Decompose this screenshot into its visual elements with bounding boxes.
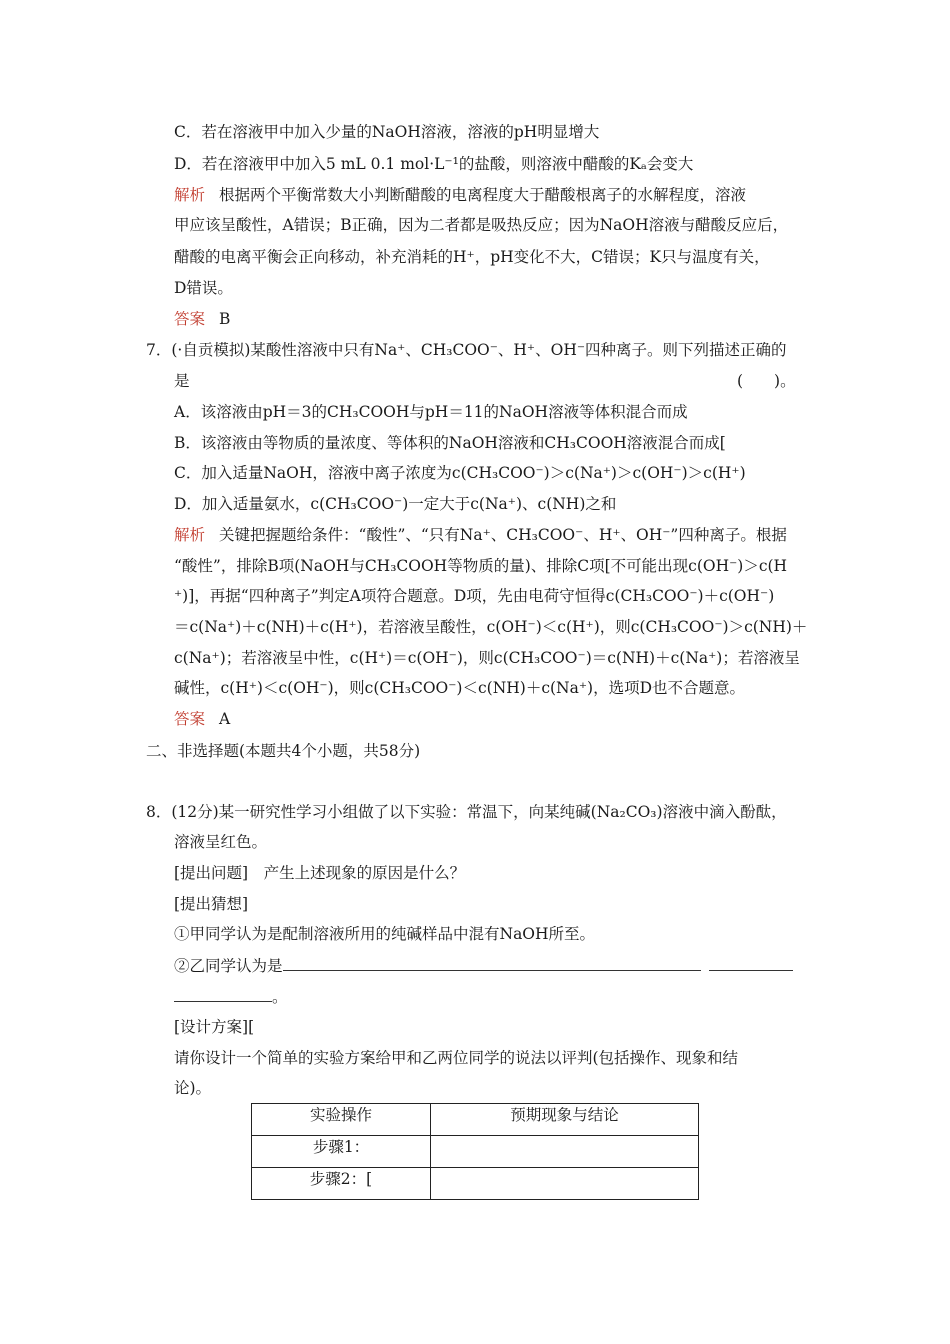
q7-analysis-line-2: “酸性”，排除B项(NaOH与CH₃COOH等物质的量)、排除C项[不可能出现c(OH⁻)＞c(H — [174, 557, 788, 575]
q8-design-line-1: 请你设计一个简单的实验方案给甲和乙两位同学的说法以评判(包括操作、现象和结 — [174, 1049, 739, 1067]
q6-analysis-line-2: 甲应该呈酸性，A错误；B正确，因为二者都是吸热反应；因为NaOH溶液与醋酸反应后， — [174, 216, 789, 234]
q7-analysis-label: 解析 — [174, 526, 206, 544]
q7-stem-line-1: 7．(·自贡模拟)某酸性溶液中只有Na⁺、CH₃COO⁻、H⁺、OH⁻四种离子。则下列描述正确的 — [146, 341, 787, 359]
table-cell-step-2-result[interactable] — [431, 1168, 699, 1200]
q8-guess-2-blank-1[interactable] — [283, 954, 701, 971]
table-cell-step-1-result[interactable] — [431, 1136, 699, 1168]
q7-option-d: D．加入适量氨水，c(CH₃COO⁻)一定大于c(Na⁺)、c(NH)之和 — [174, 495, 617, 513]
q8-design-heading: [设计方案][ — [174, 1018, 255, 1036]
q7-analysis-text-1: 关键把握题给条件：“酸性”、“只有Na⁺、CH₃COO⁻、H⁺、OH⁻”四种离子。根据 — [219, 526, 787, 544]
q6-option-d: D．若在溶液甲中加入5 mL 0.1 mol·L⁻¹的盐酸，则溶液中醋酸的Kₐ会变大 — [174, 155, 694, 173]
table-row — [252, 1136, 699, 1168]
q6-analysis-line-3: 醋酸的电离平衡会正向移动，补充消耗的H⁺，pH变化不大，C错误；K只与温度有关， — [174, 248, 770, 266]
q8-guess-2 — [174, 954, 793, 977]
q8-guess-heading: [提出猜想] — [174, 895, 249, 913]
q7-option-b: B．该溶液由等物质的量浓度、等体积的NaOH溶液和CH₃COOH溶液混合而成[ — [174, 434, 726, 452]
q7-answer-label: 答案 — [174, 710, 206, 728]
section-2-heading: 二、非选择题(本题共4个小题，共58分) — [146, 742, 421, 760]
table-header-operation: 实验操作 — [252, 1104, 431, 1136]
table-header-row — [252, 1104, 699, 1136]
q8-guess-2-text: ②乙同学认为是 — [174, 957, 283, 975]
q7-analysis-line-4: ＝c(Na⁺)＋c(NH)＋c(H⁺)，若溶液呈酸性，c(OH⁻)＜c(H⁺)，则c(CH₃COO⁻)＞c(NH)＋ — [174, 618, 808, 636]
q8-guess-1: ①甲同学认为是配制溶液所用的纯碱样品中混有NaOH所至。 — [174, 925, 596, 943]
q7-analysis-line-5: c(Na⁺)；若溶液呈中性，c(H⁺)＝c(OH⁻)，则c(CH₃COO⁻)＝c(NH)＋c(Na⁺)；若溶液呈 — [174, 649, 800, 667]
table-cell-step-1: 步骤1： — [252, 1136, 431, 1168]
q6-answer — [174, 308, 230, 330]
q7-answer-value: A — [219, 710, 231, 728]
q6-analysis-line-1 — [174, 184, 806, 206]
q6-analysis-label: 解析 — [174, 186, 206, 204]
q6-option-c: C．若在溶液甲中加入少量的NaOH溶液，溶液的pH明显增大 — [174, 123, 600, 141]
table-header-result: 预期现象与结论 — [431, 1104, 699, 1136]
q7-analysis-line-1 — [174, 524, 787, 546]
q6-analysis-text-1: 根据两个平衡常数大小判断醋酸的电离程度大于醋酸根离子的水解程度，溶液 — [219, 186, 747, 204]
q7-option-c: C．加入适量NaOH，溶液中离子浓度为c(CH₃COO⁻)＞c(Na⁺)＞c(OH⁻)＞c(H⁺) — [174, 464, 746, 482]
q8-problem: [提出问题] 产生上述现象的原因是什么？ — [174, 864, 466, 882]
q7-analysis-line-3: ⁺)]，再据“四种离子”判定A项符合题意。D项，先由电荷守恒得c(CH₃COO⁻)＋c(OH⁻) — [174, 587, 775, 605]
q8-design-line-2: 论)。 — [174, 1079, 212, 1097]
q7-answer-bracket: ( )。 — [737, 372, 796, 390]
table-cell-step-2: 步骤2：[ — [252, 1168, 431, 1200]
q7-option-a: A．该溶液由pH＝3的CH₃COOH与pH＝11的NaOH溶液等体积混合而成 — [174, 403, 688, 421]
q8-guess-2-blank-3[interactable] — [174, 985, 272, 1002]
experiment-table — [251, 1103, 699, 1200]
table-row — [252, 1168, 699, 1200]
q6-answer-label: 答案 — [174, 310, 206, 328]
q7-analysis-line-6: 碱性，c(H⁺)＜c(OH⁻)，则c(CH₃COO⁻)＜c(NH)＋c(Na⁺)，选项D也不合题意。 — [174, 679, 746, 697]
q8-stem-line-1: 8．(12分)某一研究性学习小组做了以下实验：常温下，向某纯碱(Na₂CO₃)溶液中滴入酚酞， — [146, 803, 787, 821]
q8-stem-line-2: 溶液呈红色。 — [174, 833, 268, 851]
q7-answer — [174, 708, 230, 730]
q8-guess-2-blank-2[interactable] — [709, 954, 793, 971]
q8-guess-2-continued — [174, 985, 288, 1008]
q6-analysis-line-4: D错误。 — [174, 279, 233, 297]
q7-stem-line-2: 是 — [174, 372, 190, 390]
q8-guess-2-end: 。 — [272, 988, 288, 1006]
q6-answer-value: B — [219, 310, 231, 328]
